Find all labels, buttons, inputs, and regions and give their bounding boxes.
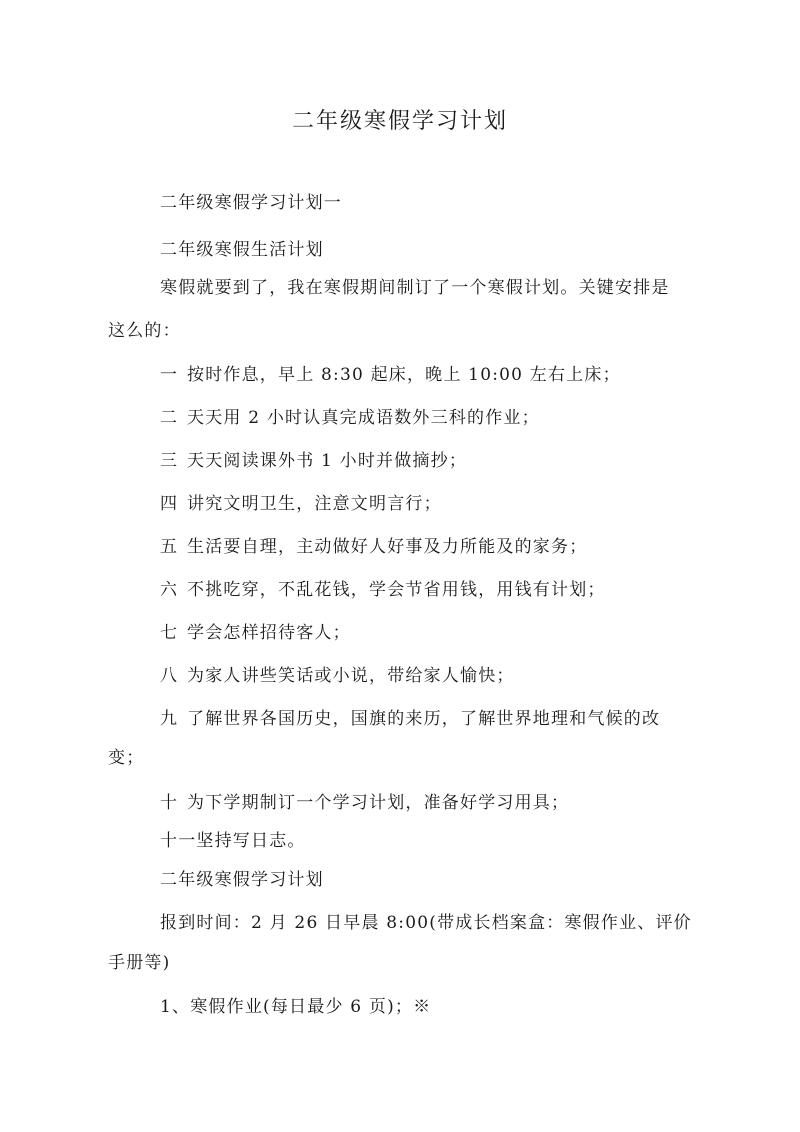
list-item-text: 了解世界各国历史，国旗的来历，了解世界地理和气候的改 xyxy=(187,709,661,729)
list-item-number: 一 xyxy=(160,365,179,385)
list-item-number: 十一 xyxy=(160,831,197,851)
list-item-text: 坚持写日志。 xyxy=(196,831,306,851)
list-item-text: 按时作息，早上 8:30 起床，晚上 10:00 左右上床； xyxy=(187,365,621,385)
intro-paragraph-line-2: 这么的： xyxy=(108,321,181,341)
section-heading-plan-one: 二年级寒假学习计划一 xyxy=(160,193,342,213)
list-item xyxy=(160,403,740,428)
list-item xyxy=(160,661,740,686)
list-item-number: 九 xyxy=(160,709,179,729)
report-time-line-1: 报到时间：2 月 26 日早晨 8:00(带成长档案盒：寒假作业、评价 xyxy=(160,913,692,933)
list-item xyxy=(160,704,740,729)
list-item-text: 天天阅读课外书 1 小时并做摘抄； xyxy=(187,451,468,471)
report-time-line-2: 手册等) xyxy=(108,953,171,973)
list-item-number: 六 xyxy=(160,580,179,600)
list-item-text: 生活要自理，主动做好人好事及力所能及的家务； xyxy=(187,537,588,557)
task-item-1: 1、寒假作业(每日最少 6 页)；※ xyxy=(160,997,432,1017)
list-item-text: 天天用 2 小时认真完成语数外三科的作业； xyxy=(187,408,540,428)
list-item-text: 为家人讲些笑话或小说，带给家人愉快； xyxy=(187,666,515,686)
list-item xyxy=(160,360,740,385)
list-item-number: 七 xyxy=(160,623,179,643)
intro-paragraph-line-1: 寒假就要到了，我在寒假期间制订了一个寒假计划。关键安排是 xyxy=(160,278,670,298)
list-item-number: 十 xyxy=(160,793,179,813)
list-item xyxy=(160,618,740,643)
list-item-number: 五 xyxy=(160,537,179,557)
list-item-text: 不挑吃穿，不乱花钱，学会节省用钱，用钱有计划； xyxy=(187,580,606,600)
list-item xyxy=(160,489,740,514)
section-heading-life-plan: 二年级寒假生活计划 xyxy=(160,240,324,260)
list-item-number: 四 xyxy=(160,494,179,514)
list-item xyxy=(160,826,740,851)
section-heading-study-plan: 二年级寒假学习计划 xyxy=(160,870,324,890)
list-item-text: 学会怎样招待客人； xyxy=(187,623,351,643)
list-item xyxy=(160,532,740,557)
list-item xyxy=(160,575,740,600)
list-item-continuation: 变； xyxy=(108,748,145,768)
list-item-number: 三 xyxy=(160,451,179,471)
list-item-number: 八 xyxy=(160,666,179,686)
list-item-number: 二 xyxy=(160,408,179,428)
list-item xyxy=(160,446,740,471)
list-item xyxy=(160,788,740,813)
list-item-text: 为下学期制订一个学习计划，准备好学习用具； xyxy=(187,793,570,813)
document-title: 二年级寒假学习计划 xyxy=(291,109,508,134)
list-item-text: 讲究文明卫生，注意文明言行； xyxy=(187,494,442,514)
